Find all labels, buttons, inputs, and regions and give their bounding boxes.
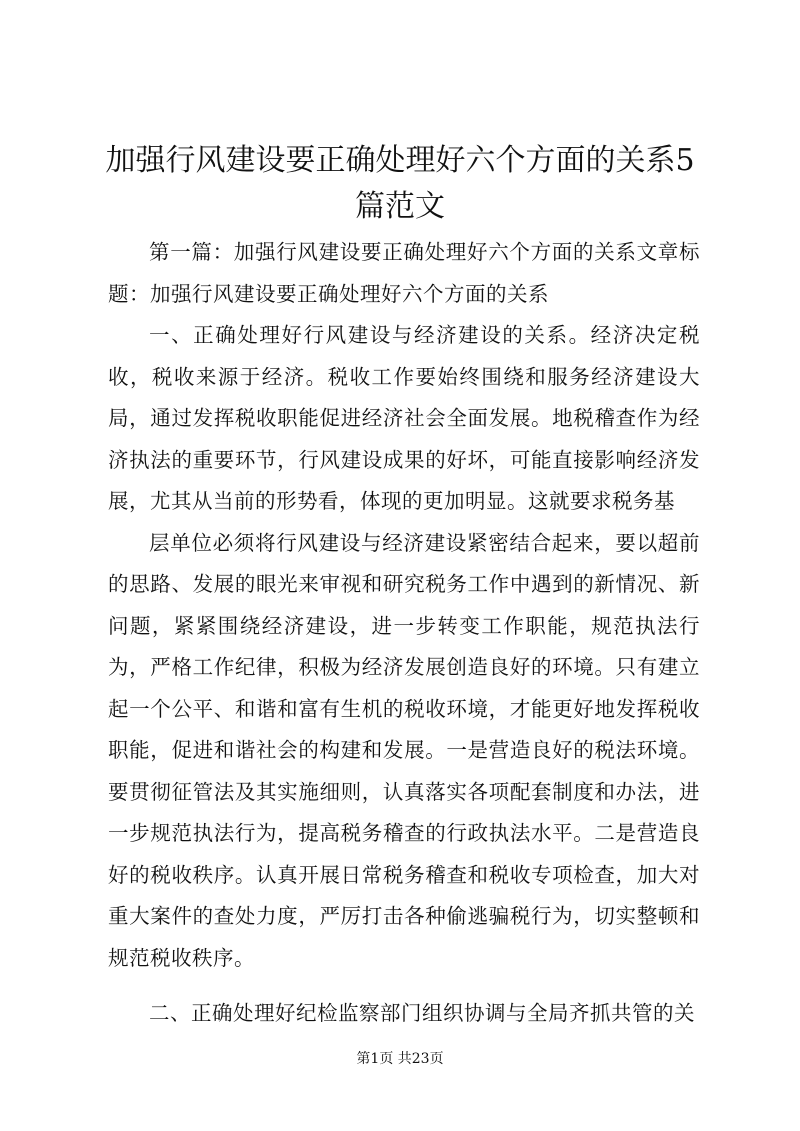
paragraph-4: 二、正确处理好纪检监察部门组织协调与全局齐抓共管的关 — [149, 1001, 695, 1025]
paragraph-2: 一、正确处理好行风建设与经济建设的关系。经济决定税收，税收来源于经济。税收工作要始终围绕和服务经济建设大局，通过发挥税收职能促进经济社会全面发展。地税稽查作为经济执法的重要环节，行风建设成果的好坏，可能直接影响经济发展，尤其从当前的形势看，体现的更加明显。这就要求税务基 — [108, 323, 700, 513]
paragraph-1: 第一篇：加强行风建设要正确处理好六个方面的关系文章标题：加强行风建设要正确处理好六个方面的关系 — [108, 240, 700, 306]
paragraph-3: 层单位必须将行风建设与经济建设紧密结合起来，要以超前的思路、发展的眼光来审视和研究税务工作中遇到的新情况、新问题，紧紧围绕经济建设，进一步转变工作职能，规范执法行为，严格工作纪律，积极为经济发展创造良好的环境。只有建立起一个公平、和谐和富有生机的税收环境，才能更好地发挥税收职能，促进和谐社会的构建和发展。一是营造良好的税法环境。要贯彻征管法及其实施细则，认真落实各项配套制度和办法，进一步规范执法行为，提高税务稽查的行政执法水平。二是营造良好的税收秩序。认真开展日常税务稽查和税收专项检查，加大对重大案件的查处力度，严厉打击各种偷逃骗税行为，切实整顿和规范税收秩序。 — [108, 530, 700, 970]
document-body — [108, 232, 700, 1035]
document-title: 加强行风建设要正确处理好六个方面的关系5篇范文 — [105, 143, 695, 224]
page-footer: 第1页 共23页 — [356, 1051, 444, 1067]
